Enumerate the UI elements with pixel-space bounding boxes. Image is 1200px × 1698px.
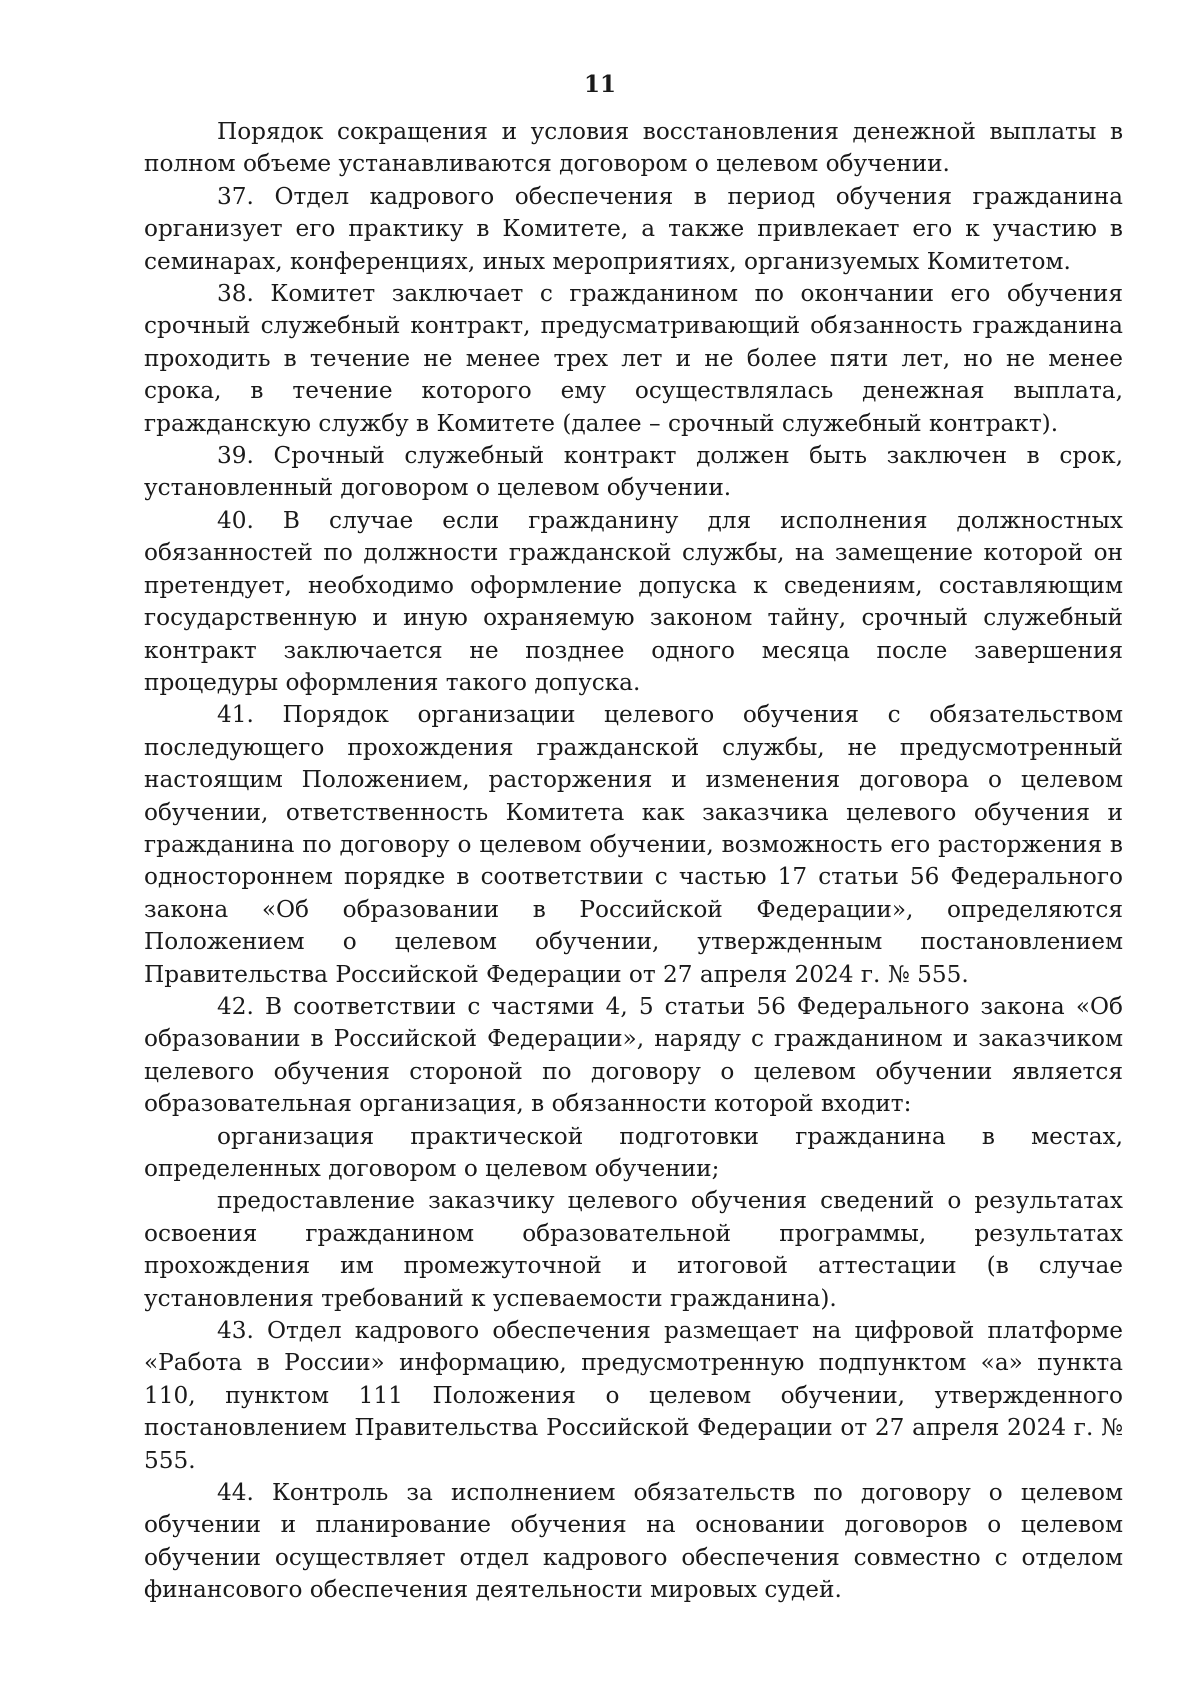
page-number: 11	[583, 71, 616, 98]
paragraph-reduction-order: Порядок сокращения и условия восстановления денежной выплаты в полном объеме устанавливаются договором о целевом обучении.	[144, 118, 1123, 178]
paragraph-item-42: 42. В соответствии с частями 4, 5 статьи 56 Федерального закона «Об образовании в Российской Федерации», наряду с гражданином и заказчиком целевого обучения стороной по договору о целевом обучении является образовательная организация, в обязанности которой входит:	[144, 992, 1123, 1118]
paragraph-item-37: 37. Отдел кадрового обеспечения в период обучения гражданина организует его практику в Комитете, а также привлекает его к участию в семинарах, конференциях, иных мероприятиях, организуемых Комитетом.	[144, 182, 1123, 275]
paragraph-item-39: 39. Срочный служебный контракт должен быть заключен в срок, установленный договором о целевом обучении.	[144, 442, 1123, 502]
paragraph-item-42-duty-practice: организация практической подготовки гражданина в местах, определенных договором о целевом обучении;	[144, 1122, 1123, 1182]
paragraph-item-42-duty-reporting: предоставление заказчику целевого обучения сведений о результатах освоения гражданином образовательной программы, результатах прохождения им промежуточной и итоговой аттестации (в случае установления требований к успеваемости гражданина).	[144, 1187, 1123, 1312]
paragraph-item-43: 43. Отдел кадрового обеспечения размещает на цифровой платформе «Работа в России» информацию, предусмотренную подпунктом «а» пункта 110, пунктом 111 Положения о целевом обучении, утвержденного постановлением Правительства Российской Федерации от 27 апреля 2024 г. № 555.	[144, 1317, 1123, 1474]
paragraph-item-38: 38. Комитет заключает с гражданином по окончании его обучения срочный служебный контракт, предусматривающий обязанность гражданина проходить в течение не менее трех лет и не более пяти лет, но не менее срока, в течение которого ему осуществлялась денежная выплата, гражданскую службу в Комитете (далее – срочный служебный контракт).	[144, 280, 1123, 437]
paragraph-item-41: 41. Порядок организации целевого обучения с обязательством последующего прохождения гражданской службы, не предусмотренный настоящим Положением, расторжения и изменения договора о целевом обучении, ответственность Комитета как заказчика целевого обучения и гражданина по договору о целевом обучении, возможность его расторжения в одностороннем порядке в соответствии с частью 17 статьи 56 Федерального закона «Об образовании в Российской Федерации», определяются Положением о целевом обучении, утвержденным постановлением Правительства Российской Федерации от 27 апреля 2024 г. № 555.	[144, 701, 1123, 988]
document-body	[144, 116, 1123, 1607]
paragraph-item-40: 40. В случае если гражданину для исполнения должностных обязанностей по должности гражданской службы, на замещение которой он претендует, необходимо оформление допуска к сведениям, составляющим государственную и иную охраняемую законом тайну, срочный служебный контракт заключается не позднее одного месяца после завершения процедуры оформления такого допуска.	[144, 506, 1123, 696]
paragraph-item-44: 44. Контроль за исполнением обязательств по договору о целевом обучении и планирование обучения на основании договоров о целевом обучении осуществляет отдел кадрового обеспечения совместно с отделом финансового обеспечения деятельности мировых судей.	[144, 1479, 1123, 1604]
